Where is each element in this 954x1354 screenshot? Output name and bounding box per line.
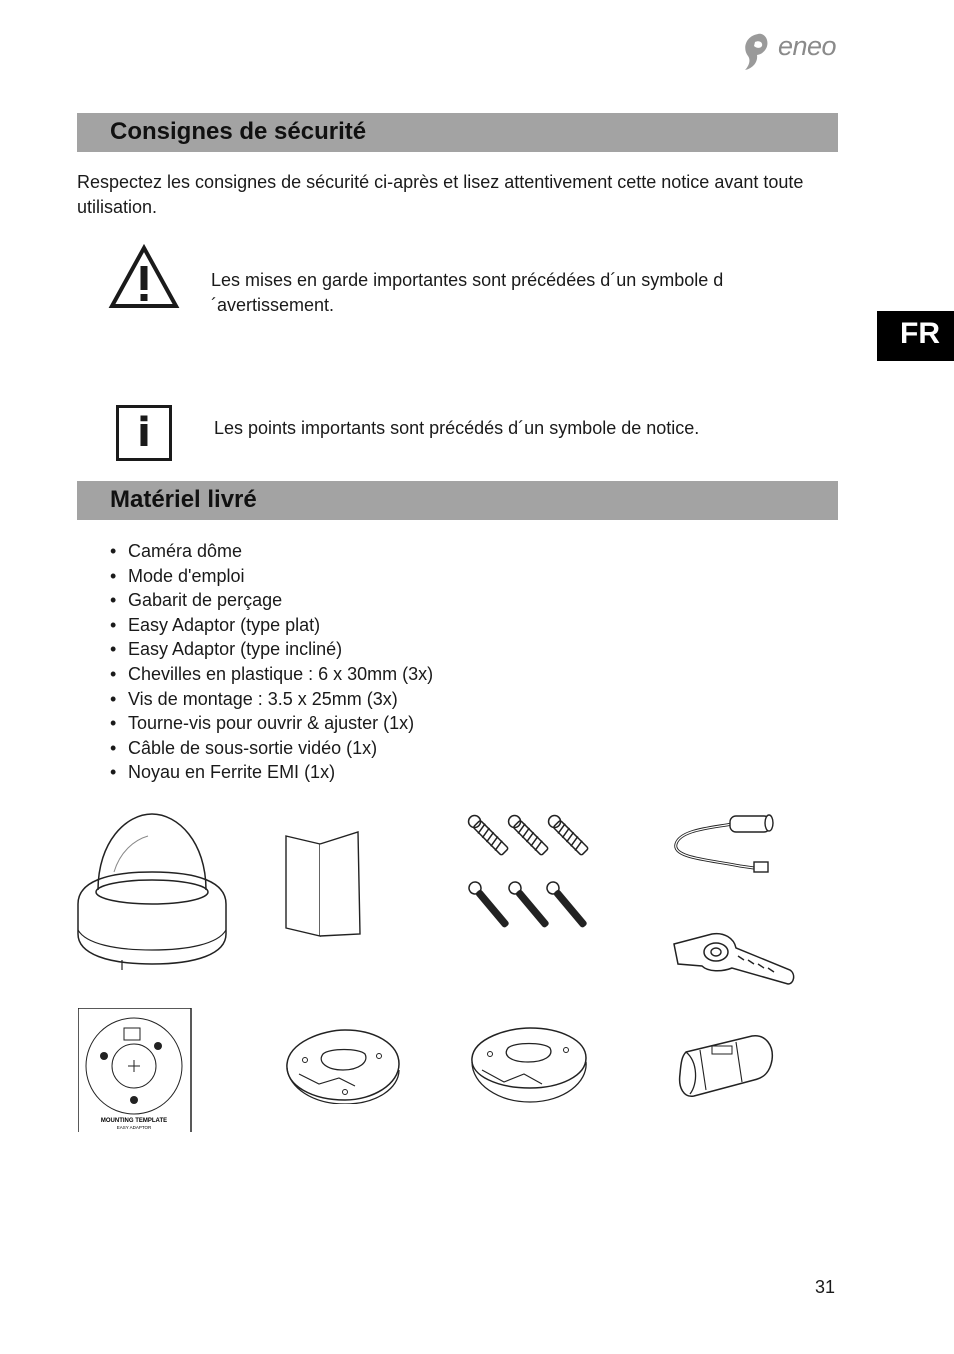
language-tab-label: FR xyxy=(900,317,940,350)
section-header-safety xyxy=(77,113,838,152)
safety-intro-text: Respectez les consignes de sécurité ci-après et lisez attentivement cette notice avant toute utilisation. xyxy=(77,172,804,217)
ferrite-core-illustration xyxy=(676,1032,776,1102)
warning-triangle-icon xyxy=(108,244,180,310)
info-note-text: Les points importants sont précédés d´un symbole de notice. xyxy=(214,418,700,438)
brand-name: eneo xyxy=(778,31,837,61)
easy-adaptor-flat-illustration xyxy=(283,1028,403,1104)
info-notice-icon xyxy=(116,405,172,461)
manual-booklet-illustration xyxy=(284,828,362,938)
page-number: 31 xyxy=(815,1277,836,1297)
video-cable-illustration xyxy=(670,810,775,880)
section-title-safety: Consignes de sécurité xyxy=(110,118,367,145)
easy-adaptor-inclined-illustration xyxy=(468,1026,590,1104)
plugs-screws-illustration xyxy=(465,812,590,934)
template-title: MOUNTING TEMPLATE xyxy=(100,1118,168,1124)
dome-camera-illustration xyxy=(76,812,228,972)
section-header-delivery xyxy=(77,481,838,520)
mounting-template-illustration xyxy=(78,1008,193,1132)
screwdriver-tool-illustration xyxy=(672,926,797,988)
info-symbol: i xyxy=(137,410,151,456)
language-tab xyxy=(877,311,954,361)
template-subtitle: EASY ADAPTOR xyxy=(116,1125,152,1130)
warning-note-text: Les mises en garde importantes sont précédées d´un symbole d´avertissement. xyxy=(211,270,724,315)
section-title-delivery: Matériel livré xyxy=(110,486,257,513)
